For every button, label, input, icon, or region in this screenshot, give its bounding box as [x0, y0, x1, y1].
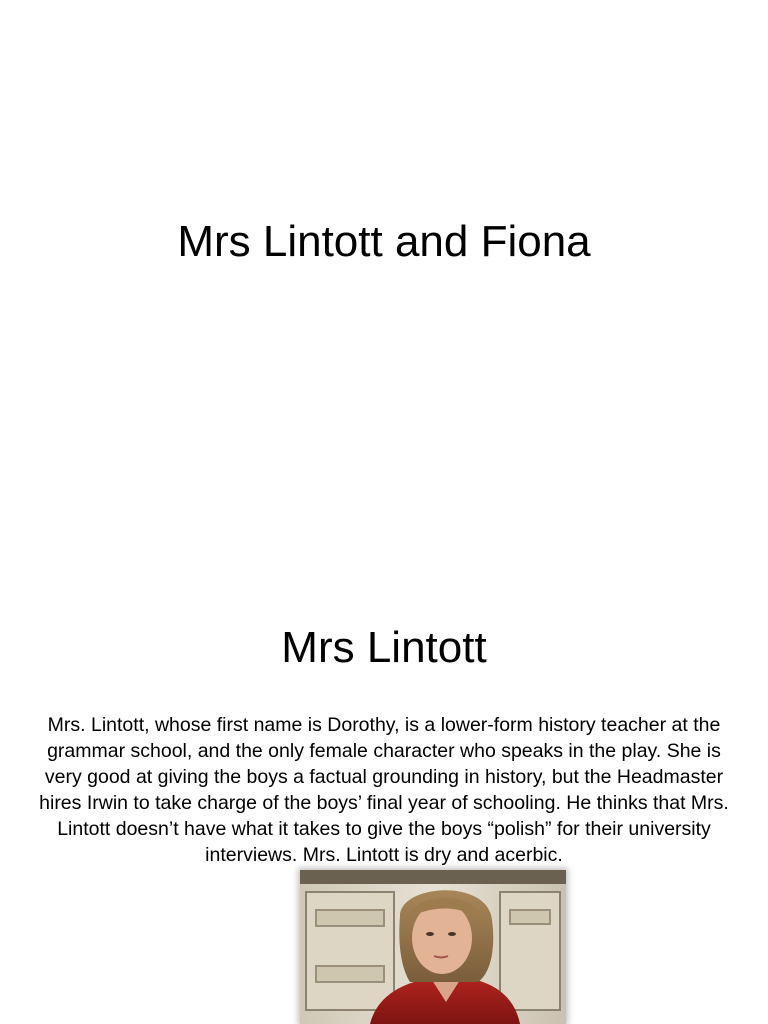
- slide-heading: Mrs Lintott: [281, 623, 487, 672]
- slide-title-heading: Mrs Lintott and Fiona: [177, 217, 591, 266]
- description-paragraph: Mrs. Lintott, whose first name is Dorothy, is a lower-form history teacher at the grammar school, and the only female character who speaks in the play. She is very good at giving the boys a factual grounding in history, but the Headmaster hires Irwin to take charge of the boys’ final year of schooling. He thinks that Mrs. Lintott doesn’t have what it takes to give the boys “polish” for their university interviews. Mrs. Lintott is dry and acerbic.: [39, 714, 729, 866]
- character-photo: [300, 870, 566, 1024]
- slide-mrs-lintott: [0, 576, 768, 1024]
- slide-title: [0, 0, 768, 500]
- character-photo-illustration: [300, 870, 566, 1024]
